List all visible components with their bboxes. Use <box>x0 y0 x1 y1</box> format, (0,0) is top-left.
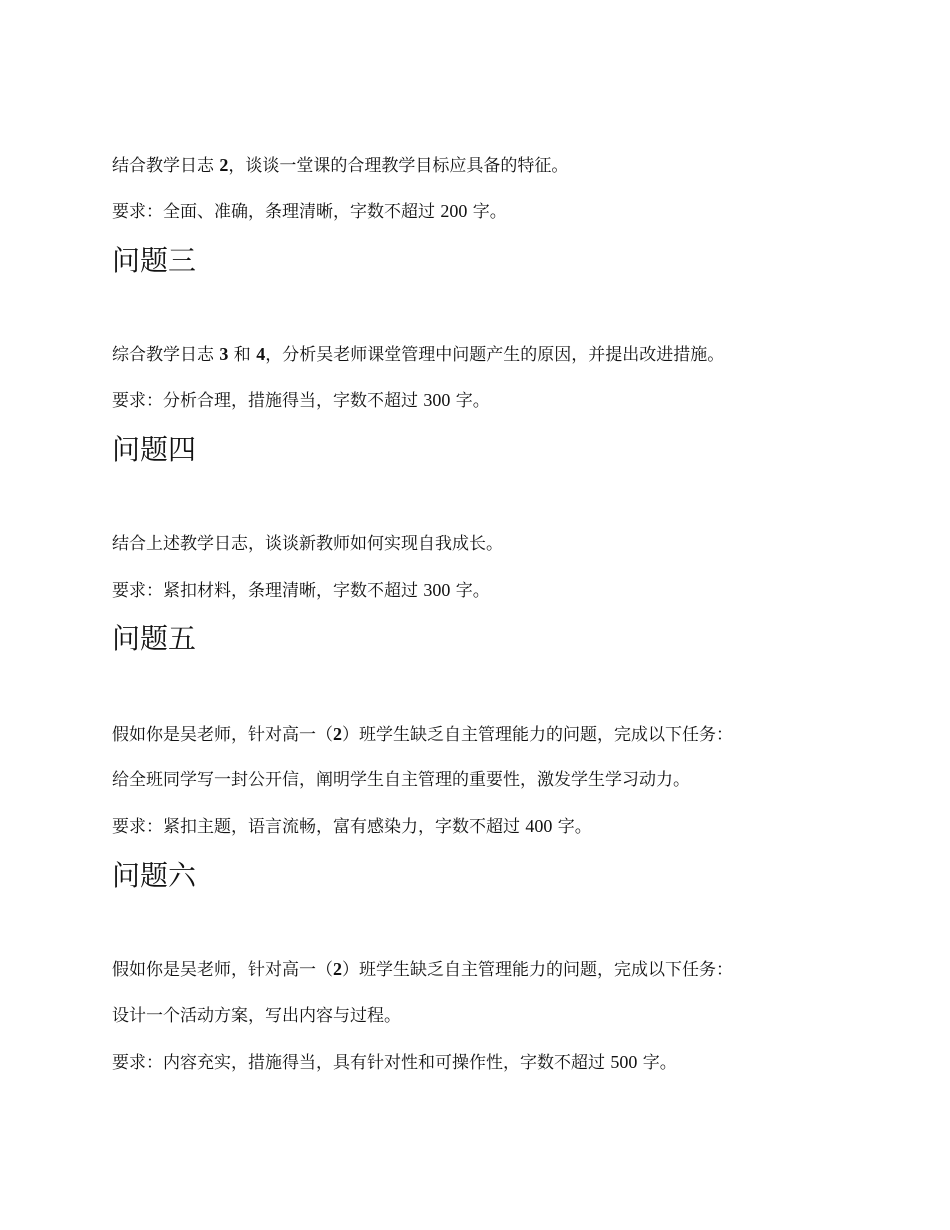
question-6-line-1 <box>112 957 733 982</box>
text-run: 设计一个活动方案，写出内容与过程。 <box>112 1006 401 1026</box>
question-5-line-2 <box>112 768 690 792</box>
text-run: 要求：全面、准确，条理清晰，字数不超过 <box>112 202 441 222</box>
question-4-line-1 <box>112 532 503 556</box>
number-run: 300 <box>423 390 451 410</box>
number-run: 2 <box>333 724 342 744</box>
text-run: 结合上述教学日志，谈谈新教师如何实现自我成长。 <box>112 534 503 554</box>
question-3-requirement <box>112 388 490 413</box>
text-run: 假如你是吴老师，针对高一（ <box>112 725 333 745</box>
number-run: 200 <box>440 201 468 221</box>
text-run: 字。 <box>467 202 507 222</box>
text-run: 字。 <box>552 817 592 837</box>
text-run: 结合教学日志 <box>112 156 220 176</box>
question-6-requirement <box>112 1050 677 1075</box>
text-run: ）班学生缺乏自主管理能力的问题，完成以下任务： <box>342 960 733 980</box>
question-2-line-1 <box>112 153 568 178</box>
number-run: 3 <box>219 344 229 364</box>
number-run: 400 <box>525 816 553 836</box>
number-run: 4 <box>256 344 266 364</box>
text-run: 字。 <box>637 1053 677 1073</box>
question-6-heading: 问题六 <box>112 859 197 892</box>
text-run: ）班学生缺乏自主管理能力的问题，完成以下任务： <box>342 725 733 745</box>
question-4-heading: 问题四 <box>112 433 197 466</box>
text-run: 字。 <box>450 391 490 411</box>
number-run: 2 <box>219 155 229 175</box>
text-run: 字。 <box>450 581 490 601</box>
text-run: ，谈谈一堂课的合理教学目标应具备的特征。 <box>228 156 569 176</box>
number-run: 2 <box>333 959 342 979</box>
text-run: 给全班同学写一封公开信，阐明学生自主管理的重要性，激发学生学习动力。 <box>112 770 690 790</box>
question-3-heading: 问题三 <box>112 244 197 277</box>
number-run: 300 <box>423 580 451 600</box>
text-run: 和 <box>228 345 257 365</box>
text-run: 综合教学日志 <box>112 345 220 365</box>
text-run: 要求：紧扣主题，语言流畅，富有感染力，字数不超过 <box>112 817 526 837</box>
question-5-requirement <box>112 814 592 839</box>
question-6-line-2 <box>112 1004 401 1028</box>
question-2-requirement <box>112 199 507 224</box>
question-5-heading: 问题五 <box>112 622 197 655</box>
text-run: ，分析吴老师课堂管理中问题产生的原因，并提出改进措施。 <box>265 345 725 365</box>
question-5-line-1 <box>112 722 733 747</box>
question-4-requirement <box>112 578 490 603</box>
text-run: 假如你是吴老师，针对高一（ <box>112 960 333 980</box>
text-run: 要求：紧扣材料，条理清晰，字数不超过 <box>112 581 424 601</box>
number-run: 500 <box>610 1052 638 1072</box>
text-run: 要求：内容充实，措施得当，具有针对性和可操作性，字数不超过 <box>112 1053 611 1073</box>
question-3-line-1 <box>112 342 724 367</box>
text-run: 要求：分析合理，措施得当，字数不超过 <box>112 391 424 411</box>
